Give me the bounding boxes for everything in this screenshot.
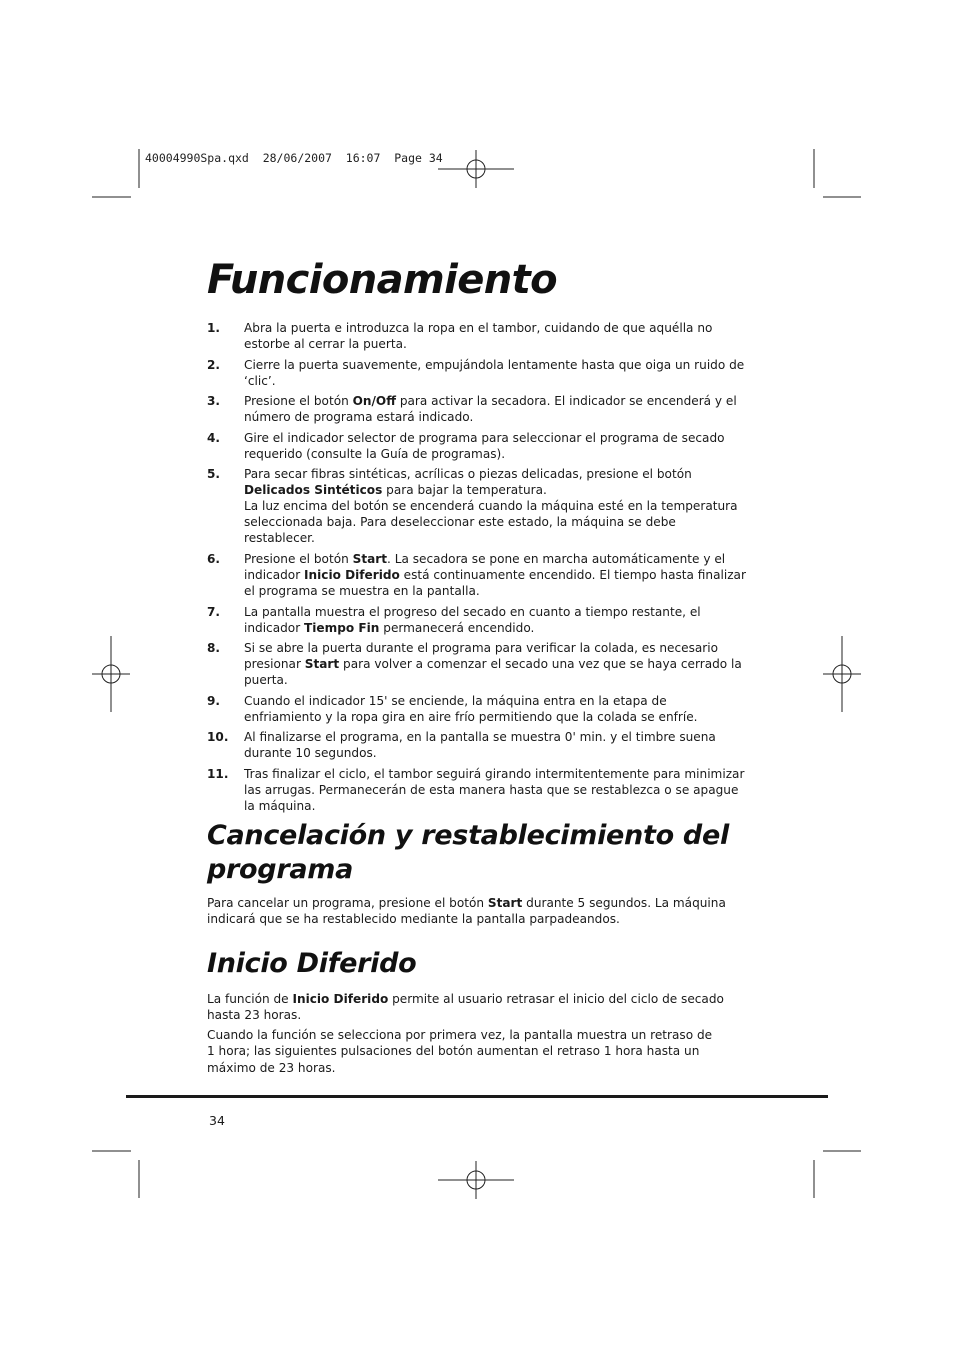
text-run: Si se abre la puerta durante el programa para verificar la colada, es necesario presionar: [244, 641, 719, 672]
step-number: 2.: [207, 357, 221, 372]
step-item: [207, 729, 747, 761]
step-number: 8.: [207, 641, 221, 656]
step-text: [244, 357, 747, 389]
bold-term: Tiempo Fin: [304, 620, 380, 635]
registration-mark-left: [92, 636, 130, 712]
text-run: La pantalla muestra el progreso del secado en cuanto a tiempo restante, el indicador: [244, 604, 701, 635]
text-run: Presione el botón: [244, 394, 353, 409]
delayed-start-paragraph-2: [207, 1027, 727, 1076]
text-run: Para secar fibras sintéticas, acrílicas o piezas delicadas, presione el botón: [244, 467, 692, 482]
page-number: 34: [209, 1113, 225, 1128]
step-number: 10.: [207, 730, 229, 745]
step-item: [207, 604, 747, 636]
section-title-cancel-reset: [207, 819, 729, 887]
section-title-delayed-start: Inicio Diferido: [207, 948, 417, 979]
print-slug-line: 40004990Spa.qxd 28/06/2007 16:07 Page 34: [145, 151, 443, 165]
section-title-line-1: Cancelación y restablecimiento del: [207, 820, 729, 851]
cancel-reset-paragraph: [207, 895, 727, 928]
step-item: [207, 320, 747, 352]
text-run: para volver a comenzar el secado una vez que se haya cerrado la puerta.: [244, 657, 742, 688]
step-number: 6.: [207, 551, 221, 566]
text-run: Cuando la función se selecciona por primera vez, la pantalla muestra un retraso de: [207, 1028, 713, 1042]
text-run: permite al usuario retrasar el inicio del ciclo de secado hasta 23 horas.: [207, 992, 724, 1023]
text-run: para bajar la temperatura.: [382, 483, 547, 498]
bold-term: Start: [304, 657, 340, 672]
bold-term: Start: [487, 896, 523, 910]
text-run: Cuando el indicador 15' se enciende, la máquina entra en la etapa de enfriamiento y la ropa gira en aire frío permitiendo que la colada se enfríe.: [244, 693, 698, 724]
text-run: Presione el botón: [244, 551, 353, 566]
text-run: La función de: [207, 992, 293, 1006]
bold-term: Start: [352, 551, 388, 566]
delayed-start-paragraph-1: [207, 991, 727, 1024]
step-number: 5.: [207, 467, 221, 482]
text-run: . La secadora se pone en marcha automáticamente y el indicador: [244, 551, 726, 582]
step-text: [244, 393, 747, 425]
text-run: Para cancelar un programa, presione el botón: [207, 896, 488, 910]
step-number: 11.: [207, 766, 229, 781]
step-number: 1.: [207, 321, 221, 335]
text-run: Cierre la puerta suavemente, empujándola lentamente hasta que oiga un ruido de ‘clic’.: [244, 357, 745, 388]
step-item: [207, 357, 747, 389]
registration-mark-bottom: [438, 1161, 514, 1199]
registration-mark-top: [438, 150, 514, 188]
text-run: Gire el indicador selector de programa para seleccionar el programa de secado requerido (consulte la Guía de programas).: [244, 430, 725, 461]
step-text: [244, 729, 747, 761]
step-item: [207, 430, 747, 462]
registration-mark-right: [823, 636, 861, 712]
text-run: está continuamente encendido. El tiempo hasta finalizar el programa se muestra en la pantalla.: [244, 567, 746, 598]
step-number: 7.: [207, 604, 221, 619]
step-item: [207, 693, 747, 725]
text-run: Abra la puerta e introduzca la ropa en el tambor, cuidando de que aquélla no estorbe al cerrar la puerta.: [244, 321, 713, 351]
step-text: [244, 693, 747, 725]
text-run: La luz encima del botón se encenderá cuando la máquina esté en la temperatura seleccionada baja. Para deseleccionar este estado, la máquina se debe restablecer.: [244, 499, 738, 546]
section-title-line-2: programa: [207, 854, 354, 885]
step-number: 4.: [207, 430, 221, 445]
text-run: Al finalizarse el programa, en la pantalla se muestra 0' min. y el timbre suena durante 10 segundos.: [244, 730, 716, 761]
text-run: Tras finalizar el ciclo, el tambor seguirá girando intermitentemente para minimizar las arrugas. Permanecerán de esta manera hasta que se restablezca o se apague la máquina.: [244, 766, 745, 813]
step-text: [244, 766, 747, 814]
step-text: [244, 551, 747, 599]
footer-rule: [126, 1095, 828, 1098]
step-text: [244, 430, 747, 462]
step-item: [207, 551, 747, 599]
page-title: Funcionamiento: [207, 257, 558, 303]
text-run: para activar la secadora. El indicador se encenderá y el número de programa estará indicado.: [244, 394, 737, 425]
step-text: [244, 604, 747, 636]
bold-term: On/Off: [352, 394, 396, 409]
step-item: [207, 466, 747, 546]
step-text: [244, 466, 747, 546]
bold-term: Inicio Diferido: [292, 992, 389, 1006]
step-text: [244, 640, 747, 688]
step-item: [207, 393, 747, 425]
step-number: 9.: [207, 693, 221, 708]
step-number: 3.: [207, 394, 221, 409]
step-text: [244, 320, 747, 352]
text-run: permanecerá encendido.: [379, 620, 535, 635]
operation-steps-list: [207, 320, 747, 819]
step-item: [207, 766, 747, 814]
step-item: [207, 640, 747, 688]
text-run: máximo de 23 horas.: [207, 1060, 336, 1075]
bold-term: Inicio Diferido: [304, 567, 400, 582]
bold-term: Delicados Sintéticos: [244, 483, 383, 498]
text-run: durante 5 segundos. La máquina indicará que se ha restablecido mediante la pantalla parpadeandos.: [207, 896, 726, 927]
text-run: 1 hora; las siguientes pulsaciones del botón aumentan el retraso 1 hora hasta un: [207, 1044, 700, 1059]
